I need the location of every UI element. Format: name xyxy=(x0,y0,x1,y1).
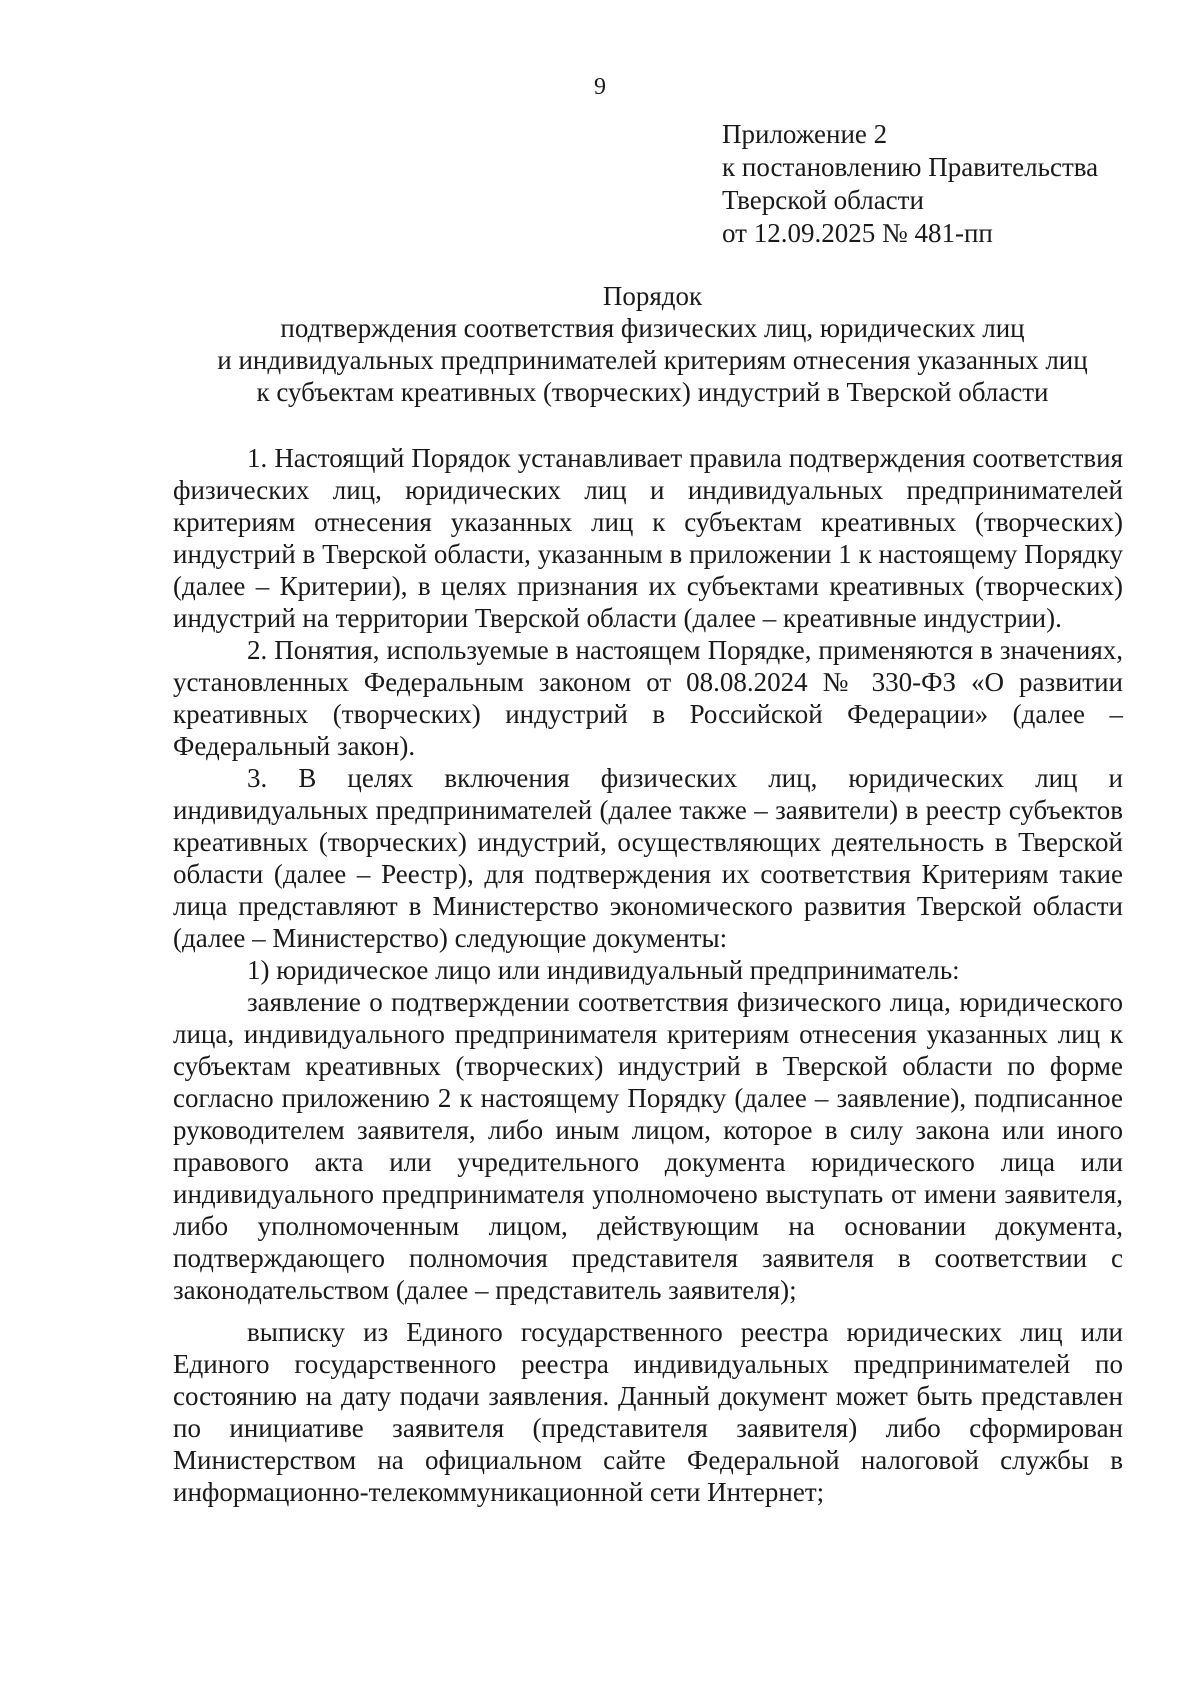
paragraph-2: 2. Понятия, используемые в настоящем Порядке, применяются в значениях, установленных Федеральным законом от 08.08.2024 № 330-ФЗ «О развитии креативных (творческих) индустрий в Российской Федерации» (далее – Федеральный закон). xyxy=(173,635,1123,761)
appendix-line: Приложение 2 xyxy=(722,119,888,149)
appendix-line: к постановлению Правительства xyxy=(722,152,1099,182)
appendix-line: от 12.09.2025 № 481-пп xyxy=(722,218,993,248)
paragraph-6: выписку из Единого государственного реестра юридических лиц или Единого государственного реестра индивидуальных предпринимателей по состоянию на дату подачи заявления. Данный документ может быть представлен по инициативе заявителя (представителя заявителя) либо сформирован Министерством на официальном сайте Федеральной налоговой службы в информационно-телекоммуникационной сети Интернет; xyxy=(173,1317,1123,1507)
paragraph-5: заявление о подтверждении соответствия физического лица, юридического лица, индивидуального предпринимателя критериям отнесения указанных лиц к субъектам креативных (творческих) индустрий в Тверской области по форме согласно приложению 2 к настоящему Порядку (далее – заявление), подписанное руководителем заявителя, либо иным лицом, которое в силу закона или иного правового акта или учредительного документа юридического лица или индивидуального предпринимателя уполномочено выступать от имени заявителя, либо уполномоченным лицом, действующим на основании документа, подтверждающего полномочия представителя заявителя в соответствии с законодательством (далее – представитель заявителя); xyxy=(173,987,1123,1305)
document-body xyxy=(173,442,1123,1508)
title-line: подтверждения соответствия физических лиц, юридических лиц xyxy=(280,313,1025,343)
paragraph-3: 3. В целях включения физических лиц, юридических лиц и индивидуальных предпринимателей (далее также – заявители) в реестр субъектов креативных (творческих) индустрий, осуществляющих деятельность в Тверской области (далее – Реестр), для подтверждения их соответствия Критериям такие лица представляют в Министерство экономического развития Тверской области (далее – Министерство) следующие документы: xyxy=(173,763,1123,953)
title-line: к субъектам креативных (творческих) индустрий в Тверской области xyxy=(256,377,1049,407)
page-number: 9 xyxy=(594,74,606,100)
appendix-line: Тверской области xyxy=(722,185,924,215)
appendix-header xyxy=(722,118,1098,250)
paragraph-4: 1) юридическое лицо или индивидуальный предприниматель: xyxy=(247,955,960,985)
document-title xyxy=(170,280,1135,408)
title-line: Порядок xyxy=(602,281,703,311)
title-line: и индивидуальных предпринимателей критериям отнесения указанных лиц xyxy=(217,345,1088,375)
paragraph-1: 1. Настоящий Порядок устанавливает правила подтверждения соответствия физических лиц, юридических лиц и индивидуальных предпринимателей критериям отнесения указанных лиц к субъектам креативных (творческих) индустрий в Тверской области, указанным в приложении 1 к настоящему Порядку (далее – Критерии), в целях признания их субъектами креативных (творческих) индустрий на территории Тверской области (далее – креативные индустрии). xyxy=(173,443,1123,633)
